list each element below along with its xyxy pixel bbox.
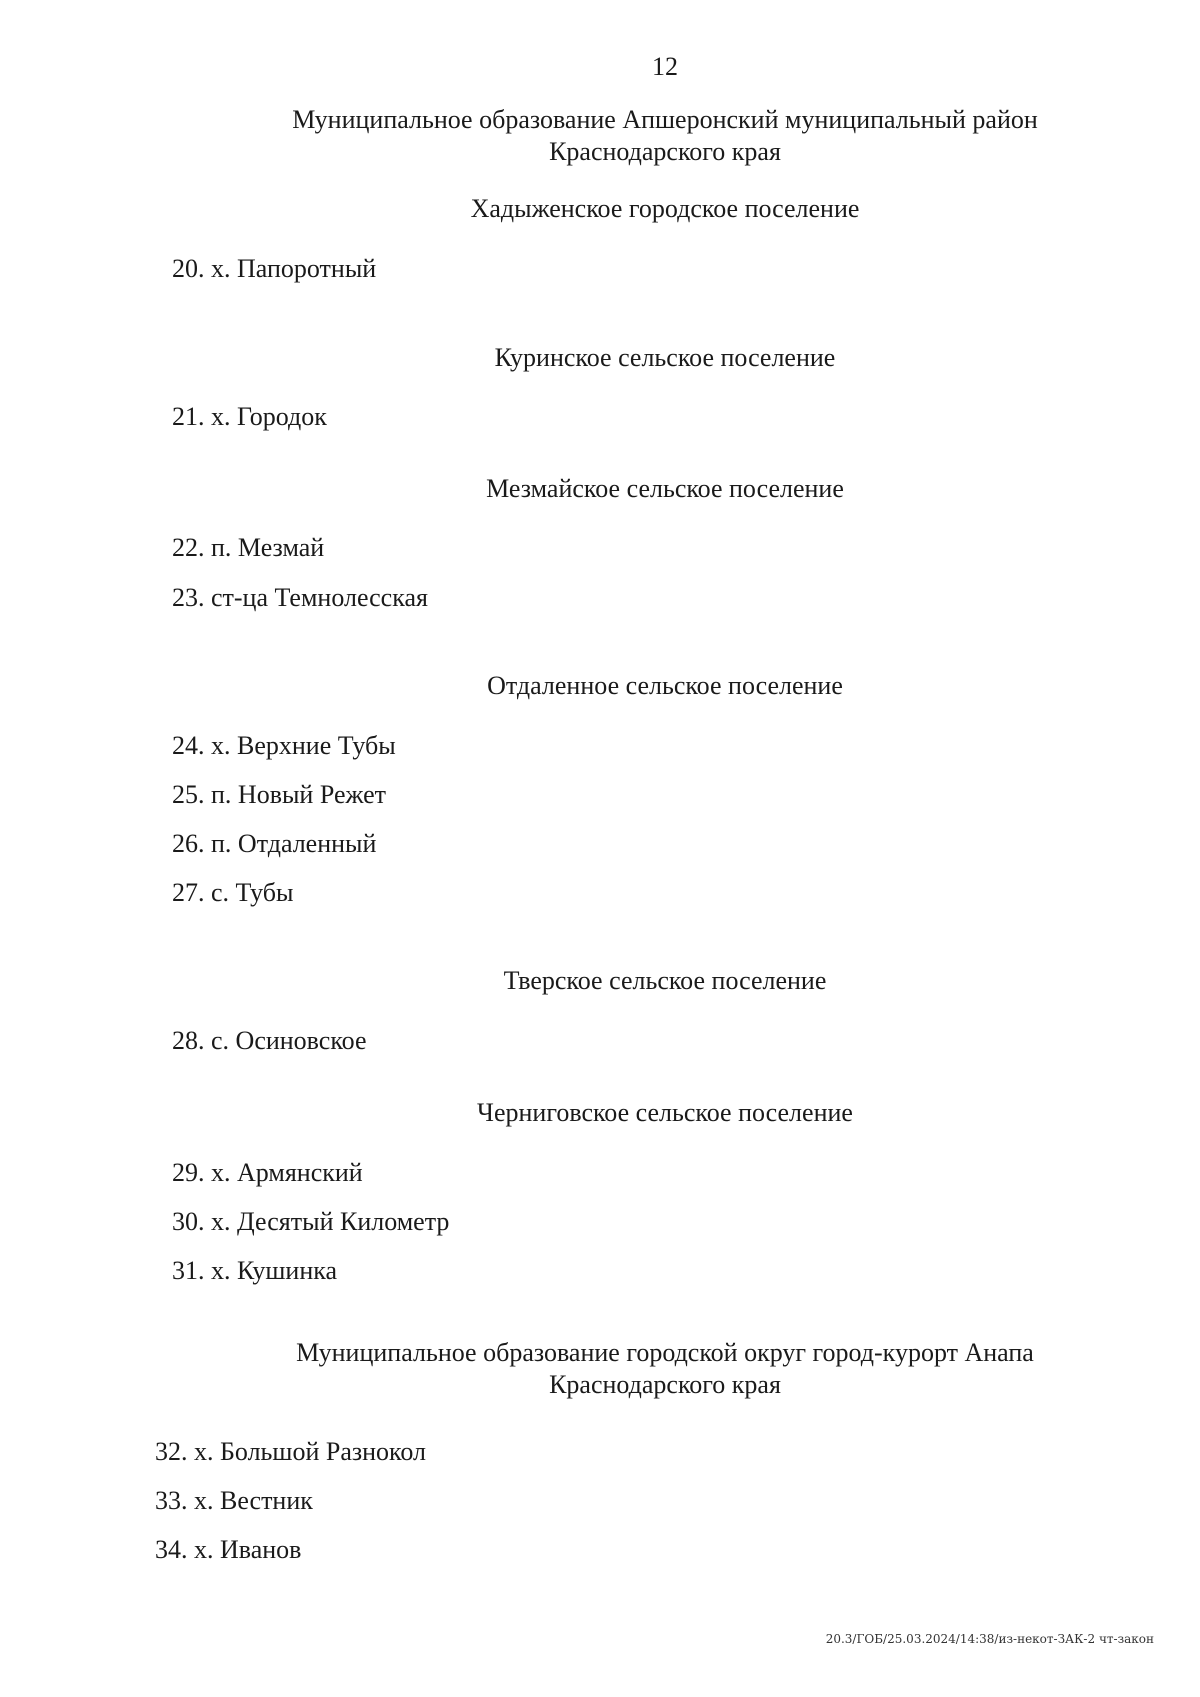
list-item: 29. х. Армянский: [172, 1158, 363, 1187]
list-item: 28. с. Осиновское: [172, 1026, 367, 1055]
settlement-heading-mezmayskoe: Мезмайское сельское поселение: [486, 474, 844, 503]
page-number: 12: [652, 52, 678, 81]
settlement-heading-chernigovskoe: Черниговское сельское поселение: [477, 1098, 853, 1127]
municipality-heading-apsheronsky: [210, 104, 1120, 168]
list-item: 31. х. Кушинка: [172, 1256, 338, 1285]
list-item: 33. х. Вестник: [155, 1486, 313, 1515]
heading-line: Муниципальное образование Апшеронский муниципальный район: [292, 105, 1038, 134]
settlement-heading-otdalennoe: Отдаленное сельское поселение: [487, 671, 843, 700]
list-item: 21. х. Городок: [172, 402, 327, 431]
list-item: 24. х. Верхние Тубы: [172, 731, 396, 760]
list-item: 20. х. Папоротный: [172, 254, 377, 283]
list-item: 25. п. Новый Режет: [172, 780, 387, 809]
list-item: 27. с. Тубы: [172, 878, 294, 907]
heading-line: Краснодарского края: [549, 1370, 781, 1399]
list-item: 23. ст-ца Темнолесская: [172, 583, 428, 612]
settlement-heading-tverskoe: Тверское сельское поселение: [503, 966, 827, 995]
list-item: 26. п. Отдаленный: [172, 829, 377, 858]
settlement-heading-khadyzhensk: Хадыженское городское поселение: [470, 194, 860, 223]
list-item: 32. х. Большой Разнокол: [155, 1437, 426, 1466]
list-item: 34. х. Иванов: [155, 1535, 302, 1564]
heading-line: Муниципальное образование городской округ город-курорт Анапа: [296, 1338, 1034, 1367]
document-footer-code: 20.3/ГОБ/25.03.2024/14:38/из-некот-ЗАК-2 чт-закон: [825, 1632, 1154, 1646]
settlement-heading-kurinskoe: Куринское сельское поселение: [494, 343, 836, 372]
heading-line: Краснодарского края: [549, 137, 781, 166]
list-item: 22. п. Мезмай: [172, 533, 325, 562]
list-item: 30. х. Десятый Километр: [172, 1207, 450, 1236]
municipality-heading-anapa: [210, 1337, 1120, 1401]
